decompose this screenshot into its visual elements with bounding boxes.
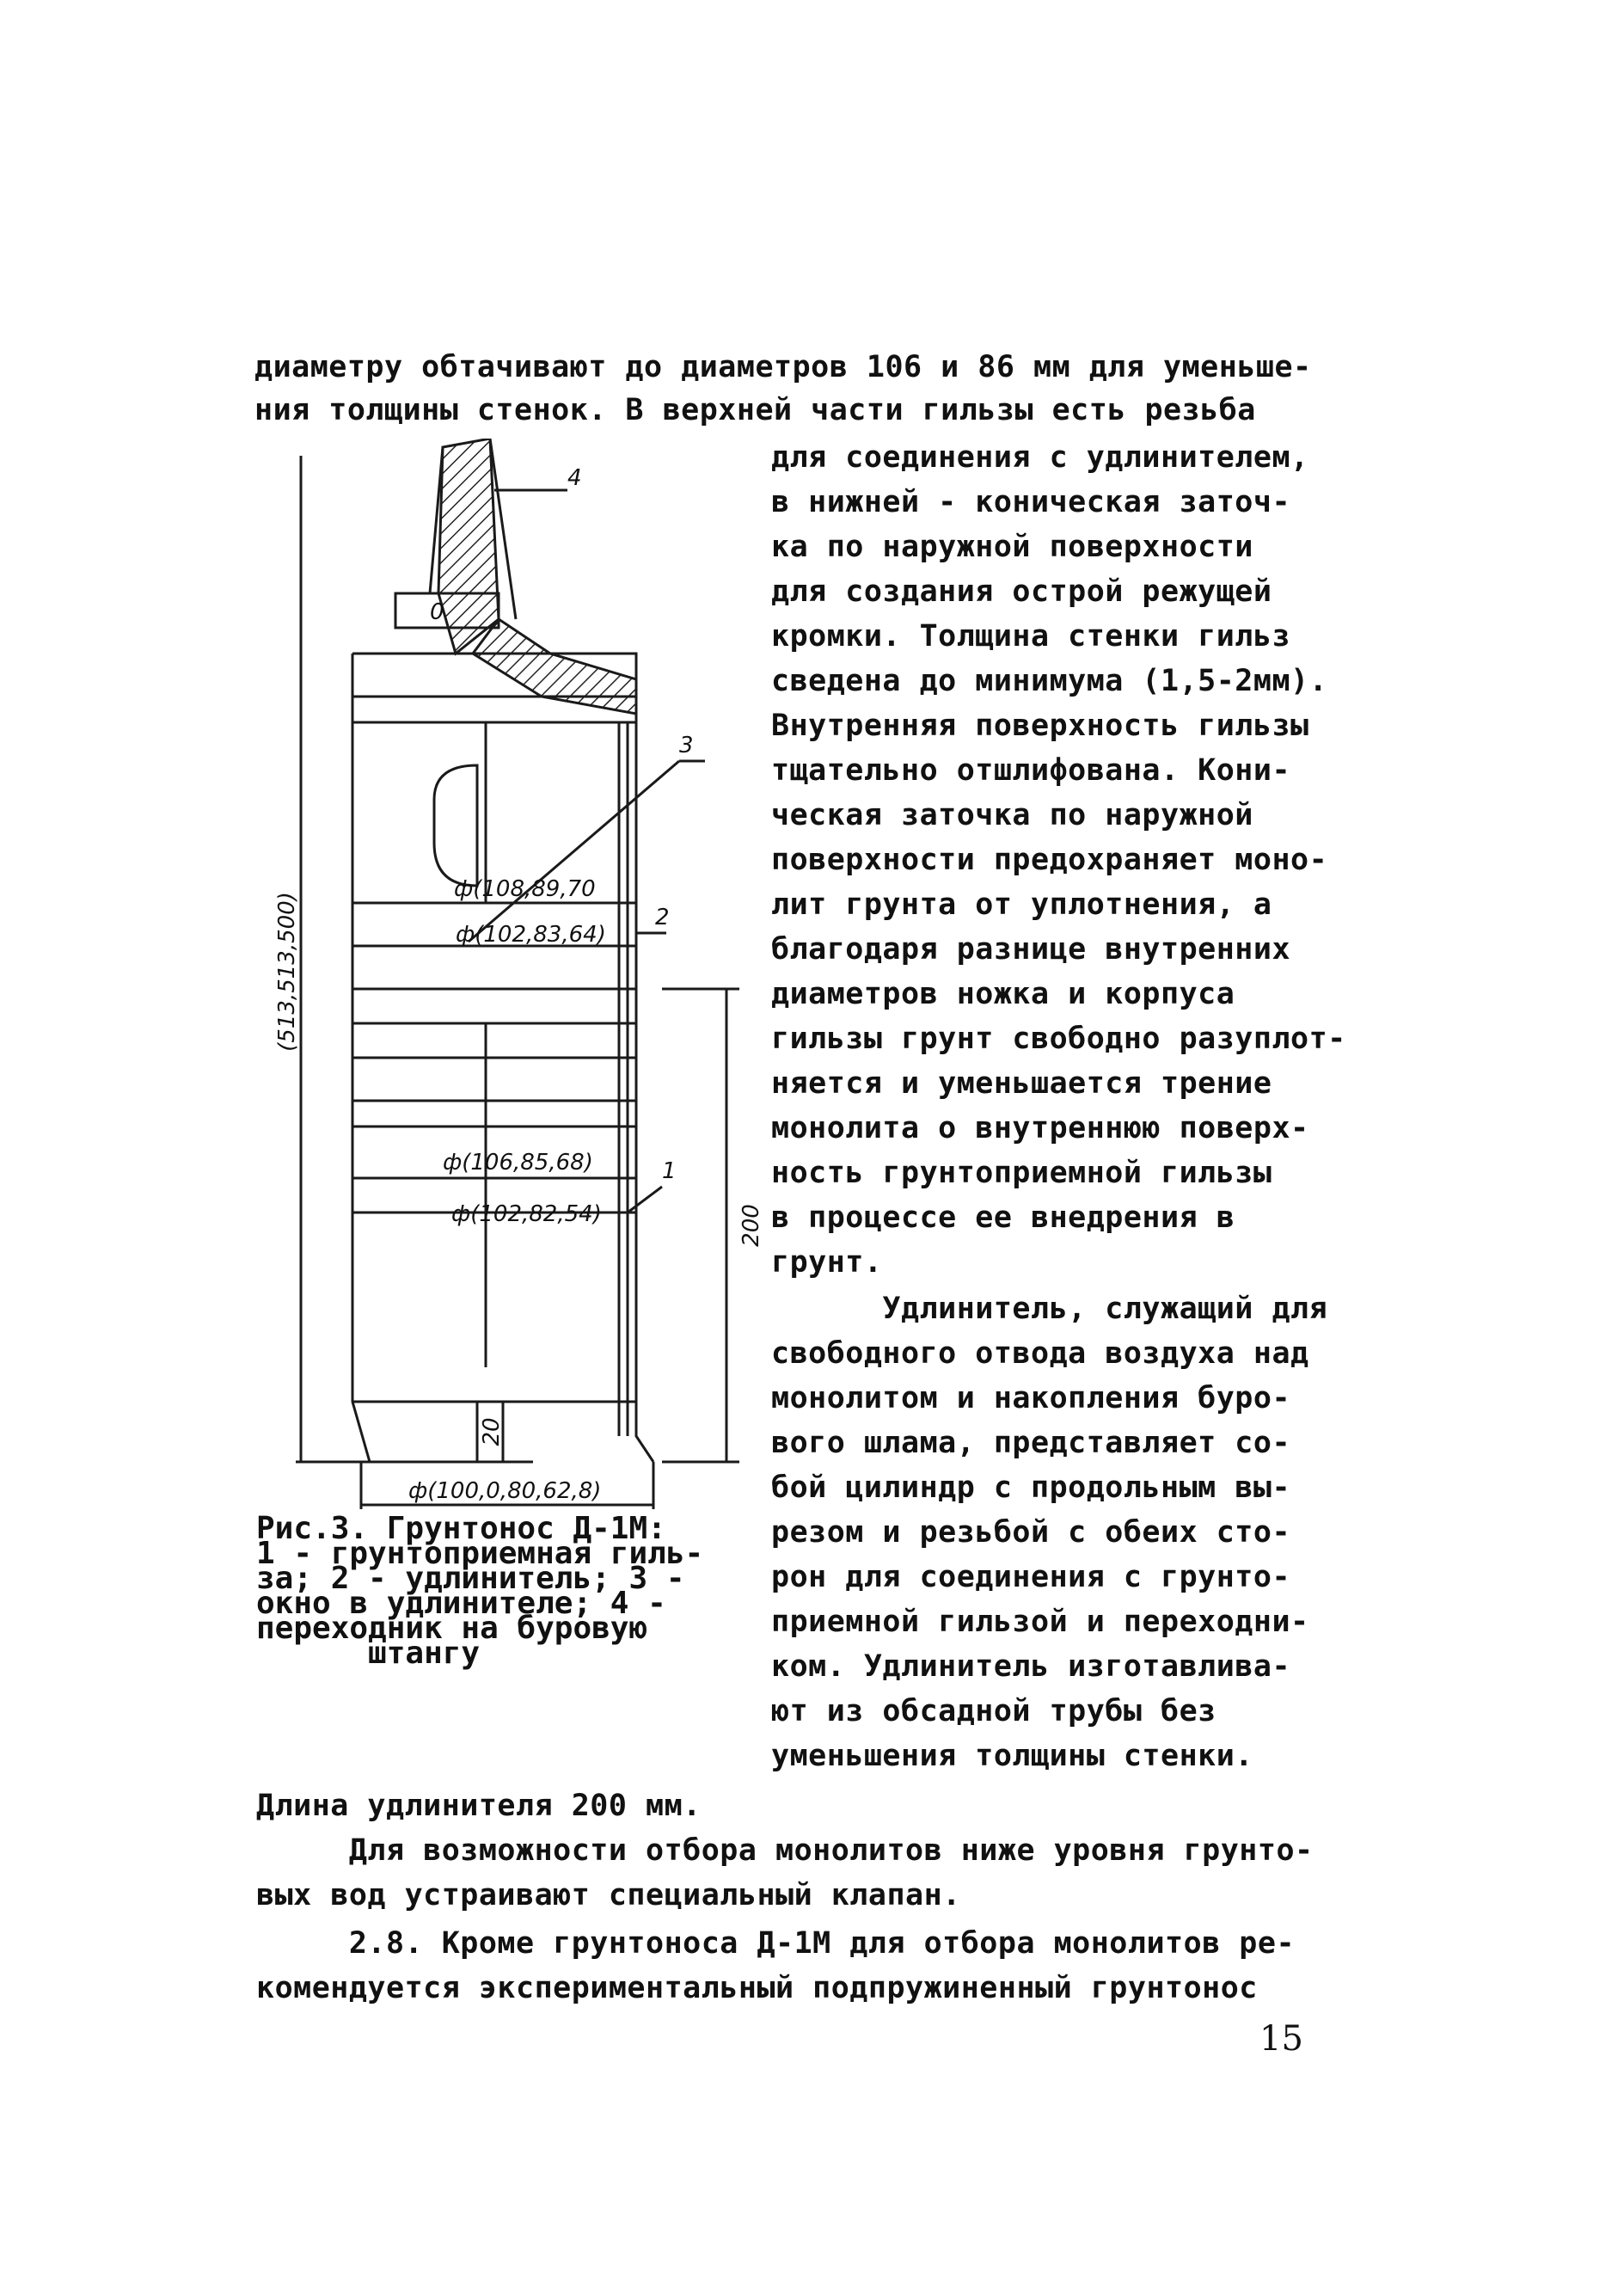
diameter-label-2: ф(102,83,64) xyxy=(456,922,606,948)
right-line: бой цилиндр с продольным вы- xyxy=(771,1470,1291,1505)
right-line: монолитом и накопления буро- xyxy=(771,1381,1291,1415)
label-part-4: 4 xyxy=(567,465,582,491)
right-line: монолита о внутреннюю поверх- xyxy=(771,1111,1309,1145)
sampler-drawing xyxy=(258,439,765,1513)
right-line: в нижней - коническая заточ- xyxy=(771,485,1291,519)
right-line: свободного отвода воздуха над xyxy=(771,1336,1309,1371)
page-number: 15 xyxy=(1259,2019,1303,2059)
diameter-label-1: ф(108,89,70 xyxy=(454,876,596,902)
right-line: ка по наружной поверхности xyxy=(771,530,1253,564)
right-line: тщательно отшлифована. Кони- xyxy=(771,753,1291,788)
text-line-2: ния толщины стенок. В верхней части гильзы есть резьба xyxy=(254,393,1256,427)
diameter-label-4: ф(102,82,54) xyxy=(451,1201,602,1227)
caption-line: Рис.3. Грунтонос Д-1М: xyxy=(256,1511,666,1546)
label-zero: 0 xyxy=(430,599,444,625)
caption-line: штангу xyxy=(256,1636,481,1671)
right-line: для создания острой режущей xyxy=(771,574,1272,609)
caption-line: 1 - грунтоприемная гиль- xyxy=(256,1536,704,1571)
right-line: поверхности предохраняет моно- xyxy=(771,843,1328,877)
right-line: приемной гильзой и переходни- xyxy=(771,1605,1309,1639)
right-line: гильзы грунт свободно разуплот- xyxy=(771,1022,1346,1056)
right-line: ность грунтоприемной гильзы xyxy=(771,1156,1272,1190)
figure-caption xyxy=(256,1511,738,1671)
right-line: для соединения с удлинителем, xyxy=(771,440,1309,475)
label-part-3: 3 xyxy=(679,733,694,758)
right-line: ют из обсадной трубы без xyxy=(771,1694,1216,1728)
dim-200: 200 xyxy=(738,1204,764,1247)
right-line: Внутренняя поверхность гильзы xyxy=(771,709,1309,743)
right-line: няется и уменьшается трение xyxy=(771,1066,1272,1101)
dim-20: 20 xyxy=(479,1417,505,1446)
right-line: рон для соединения с грунто- xyxy=(771,1560,1291,1594)
right-line: резом и резьбой с обеих сто- xyxy=(771,1515,1291,1550)
bottom-line: Длина удлинителя 200 мм. xyxy=(256,1789,702,1823)
right-line: Удлинитель, служащий для xyxy=(771,1292,1328,1326)
diameter-label-3: ф(106,85,68) xyxy=(443,1150,593,1176)
caption-line: за; 2 - удлинитель; 3 - xyxy=(256,1561,685,1596)
label-part-1: 1 xyxy=(662,1158,677,1184)
right-line: ком. Удлинитель изготавлива- xyxy=(771,1649,1291,1684)
caption-line: переходник на буровую xyxy=(256,1611,648,1646)
label-part-2: 2 xyxy=(655,905,670,930)
bottom-line: 2.8. Кроме грунтоноса Д-1М для отбора монолитов ре- xyxy=(256,1926,1296,1961)
right-line: благодаря разнице внутренних xyxy=(771,932,1291,967)
right-line: диаметров ножка и корпуса xyxy=(771,977,1235,1011)
right-line: грунт. xyxy=(771,1245,883,1280)
right-line: ческая заточка по наружной xyxy=(771,798,1253,832)
right-line: в процессе ее внедрения в xyxy=(771,1200,1235,1235)
right-line: кромки. Толщина стенки гильз xyxy=(771,619,1291,654)
dim-total-length: (513,513,500) xyxy=(274,892,300,1052)
diameter-label-5: ф(100,0,80,62,8) xyxy=(408,1478,602,1504)
right-line: лит грунта от уплотнения, а xyxy=(771,887,1272,922)
right-line: вого шлама, представляет со- xyxy=(771,1426,1291,1460)
bottom-line: вых вод устраивают специальный клапан. xyxy=(256,1878,961,1912)
bottom-line: Для возможности отбора монолитов ниже уровня грунто- xyxy=(256,1833,1314,1868)
right-line: уменьшения толщины стенки. xyxy=(771,1739,1253,1773)
bottom-line: комендуется экспериментальный подпружиненный грунтонос xyxy=(256,1971,1258,2005)
right-line: сведена до минимума (1,5-2мм). xyxy=(771,664,1328,698)
text-line-1: диаметру обтачивают до диаметров 106 и 86 мм для уменьше- xyxy=(254,350,1312,384)
drawing-body xyxy=(296,439,739,1509)
caption-line: окно в удлинителе; 4 - xyxy=(256,1586,666,1621)
